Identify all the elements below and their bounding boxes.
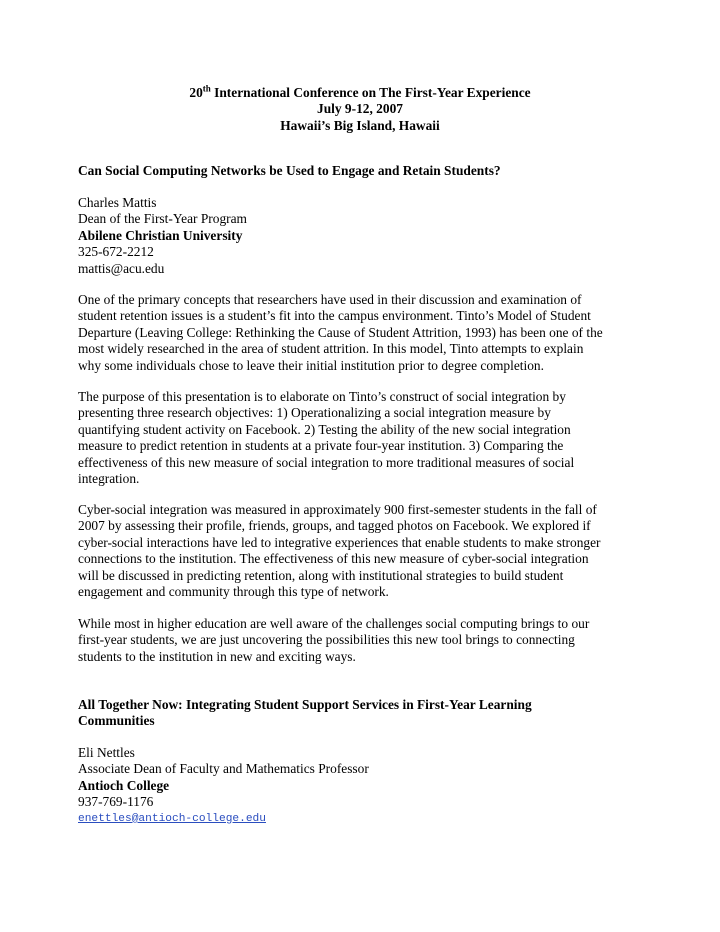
presenter-phone: 937-769-1176: [78, 794, 154, 810]
presenter-name: Eli Nettles: [78, 745, 135, 760]
presenter-institution: Antioch College: [78, 777, 170, 793]
text-line: integration.: [78, 471, 140, 487]
conference-ordinal-suffix: th: [202, 83, 211, 94]
session1-paragraph-2: [78, 389, 648, 487]
conference-header: [0, 85, 720, 134]
text-line: quantifying student activity on Facebook. 2) Testing the ability of the new social integration: [78, 421, 571, 437]
presenter-institution: Abilene Christian University: [78, 227, 243, 243]
text-line: measure to predict retention in students at a private four-year institution. 3) Comparing the: [78, 438, 564, 454]
session1-paragraph-4: [78, 616, 648, 665]
text-line: One of the primary concepts that researchers have used in their discussion and examination of: [78, 292, 582, 307]
text-line: engagement and community through this type of network.: [78, 584, 389, 600]
conference-dates: July 9-12, 2007: [317, 101, 403, 117]
session1-paragraph-3: [78, 502, 648, 600]
presenter-email: mattis@acu.edu: [78, 260, 165, 276]
conference-location: Hawaii’s Big Island, Hawaii: [280, 117, 440, 133]
text-line: why some individuals chose to leave their initial institution prior to degree completion.: [78, 357, 544, 373]
presenter-email-link[interactable]: enettles@antioch-college.edu: [78, 812, 266, 825]
text-line: first-year students, we are just uncovering the possibilities this new tool brings to connecting: [78, 632, 575, 648]
title-line: All Together Now: Integrating Student Support Services in First-Year Learning: [78, 697, 532, 712]
text-line: will be discussed in predicting retention, along with institutional strategies to build student: [78, 567, 564, 583]
text-line: While most in higher education are well aware of the challenges social computing brings to our: [78, 616, 590, 631]
text-line: The purpose of this presentation is to elaborate on Tinto’s construct of social integration by: [78, 389, 566, 404]
presenter-role: Dean of the First-Year Program: [78, 211, 247, 227]
session2-presenter: [78, 745, 648, 827]
text-line: Cyber-social integration was measured in approximately 900 first-semester students in the fall of: [78, 502, 597, 517]
session2-title: [78, 697, 648, 730]
text-line: effectiveness of this new measure of social integration to more traditional measures of social: [78, 454, 575, 470]
text-line: Departure (Leaving College: Rethinking the Cause of Student Attrition, 1993) has been one of the: [78, 324, 603, 340]
text-line: presenting three research objectives: 1) Operationalizing a social integration measure by: [78, 405, 551, 421]
conference-name: International Conference on The First-Year Experience: [210, 85, 531, 100]
presenter-role: Associate Dean of Faculty and Mathematics Professor: [78, 761, 369, 777]
text-line: cyber-social interactions have led to integrative experiences that enable students to make stronger: [78, 534, 601, 550]
text-line: connections to the institution. The effectiveness of this new measure of cyber-social integration: [78, 551, 589, 567]
text-line: student retention issues is a student’s fit into the campus environment. Tinto’s Model of Student: [78, 308, 591, 324]
presenter-name: Charles Mattis: [78, 195, 157, 210]
conference-title: [0, 85, 720, 101]
text-line: students to the institution in new and exciting ways.: [78, 648, 356, 664]
presenter-phone: 325-672-2212: [78, 244, 154, 260]
conference-ordinal: 20: [189, 85, 203, 100]
session1-paragraph-1: [78, 292, 648, 374]
title-line: Communities: [78, 713, 155, 729]
text-line: 2007 by assessing their profile, friends, groups, and tagged photos on Facebook. We explored if: [78, 518, 591, 534]
text-line: most widely researched in the area of student attrition. In this model, Tinto attempts to explain: [78, 341, 584, 357]
session1-presenter: [78, 195, 648, 277]
session1-title: Can Social Computing Networks be Used to Engage and Retain Students?: [78, 163, 501, 178]
